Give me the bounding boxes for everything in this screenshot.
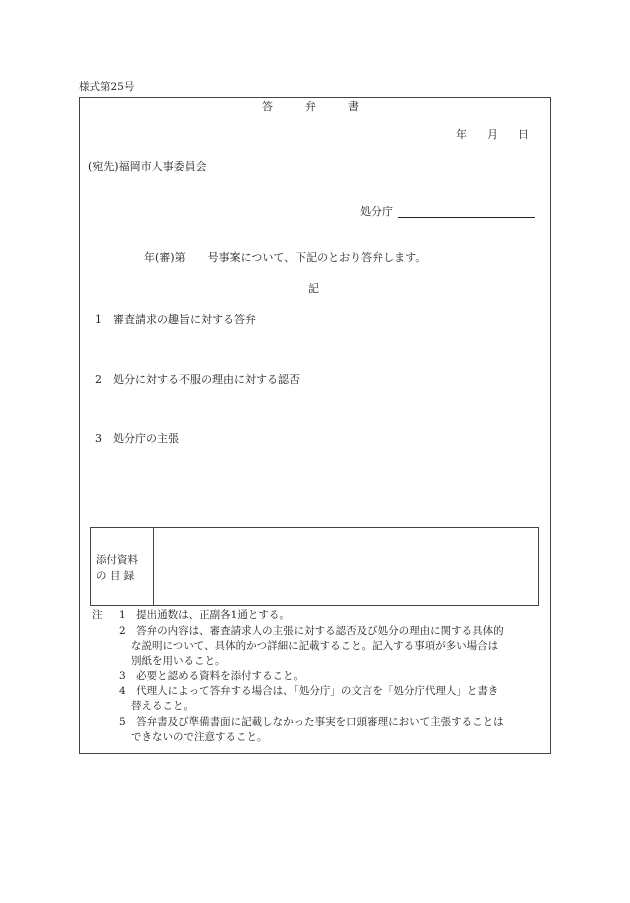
section-text: 審査請求の趣旨に対する答弁 [113,313,256,326]
note-line: 替えること。 [131,700,194,712]
agency-signature-line [398,217,535,218]
document-title [262,100,359,114]
date-year-label: 年 [456,128,467,141]
note-line: できないので注意すること。 [131,731,268,743]
section-text: 処分に対する不服の理由に対する認否 [113,373,300,386]
note-line: な説明について、具体的かつ詳細に記載すること。記入する事項が多い場合は [131,640,499,652]
note-line: 2 答弁の内容は、審査請求人の主張に対する認否及び処分の理由に関する具体的 [119,625,504,637]
attachments-table [90,527,539,606]
note-line: 別紙を用いること。 [131,655,226,667]
date-day-label: 日 [518,128,529,141]
note-line: 5 答弁書及び準備書面に記載しなかった事実を口頭審理において主張することは [119,716,504,728]
note-line: 4 代理人によって答弁する場合は、「処分庁」の文言を「処分庁代理人」と書き [119,685,499,697]
section-number: 1 [95,313,102,326]
section-item [95,373,300,387]
notes-prefix: 注 [92,609,103,621]
attachments-divider [153,528,154,605]
attachments-label: の 目 録 [96,570,135,582]
section-text: 処分庁の主張 [113,432,179,445]
agency-label: 処分庁 [360,205,393,218]
section-number: 2 [95,373,102,386]
title-char: 弁 [305,100,316,113]
addressee: (宛先)福岡市人事委員会 [88,160,207,173]
title-char: 書 [348,100,359,113]
note-line: 1 提出通数は、正副各1通とする。 [119,609,290,621]
form-number: 様式第25号 [79,81,135,93]
note-line: 3 必要と認める資料を添付すること。 [119,670,305,682]
section-number: 3 [95,432,102,445]
date-line [456,128,529,142]
title-char: 答 [262,100,273,113]
section-item [95,432,179,446]
section-item [95,313,256,327]
case-statement: 年(審)第 号事案について、下記のとおり答弁します。 [144,251,427,264]
attachments-label: 添付資料 [96,554,138,566]
date-month-label: 月 [487,128,498,141]
ki-heading: 記 [308,282,319,295]
